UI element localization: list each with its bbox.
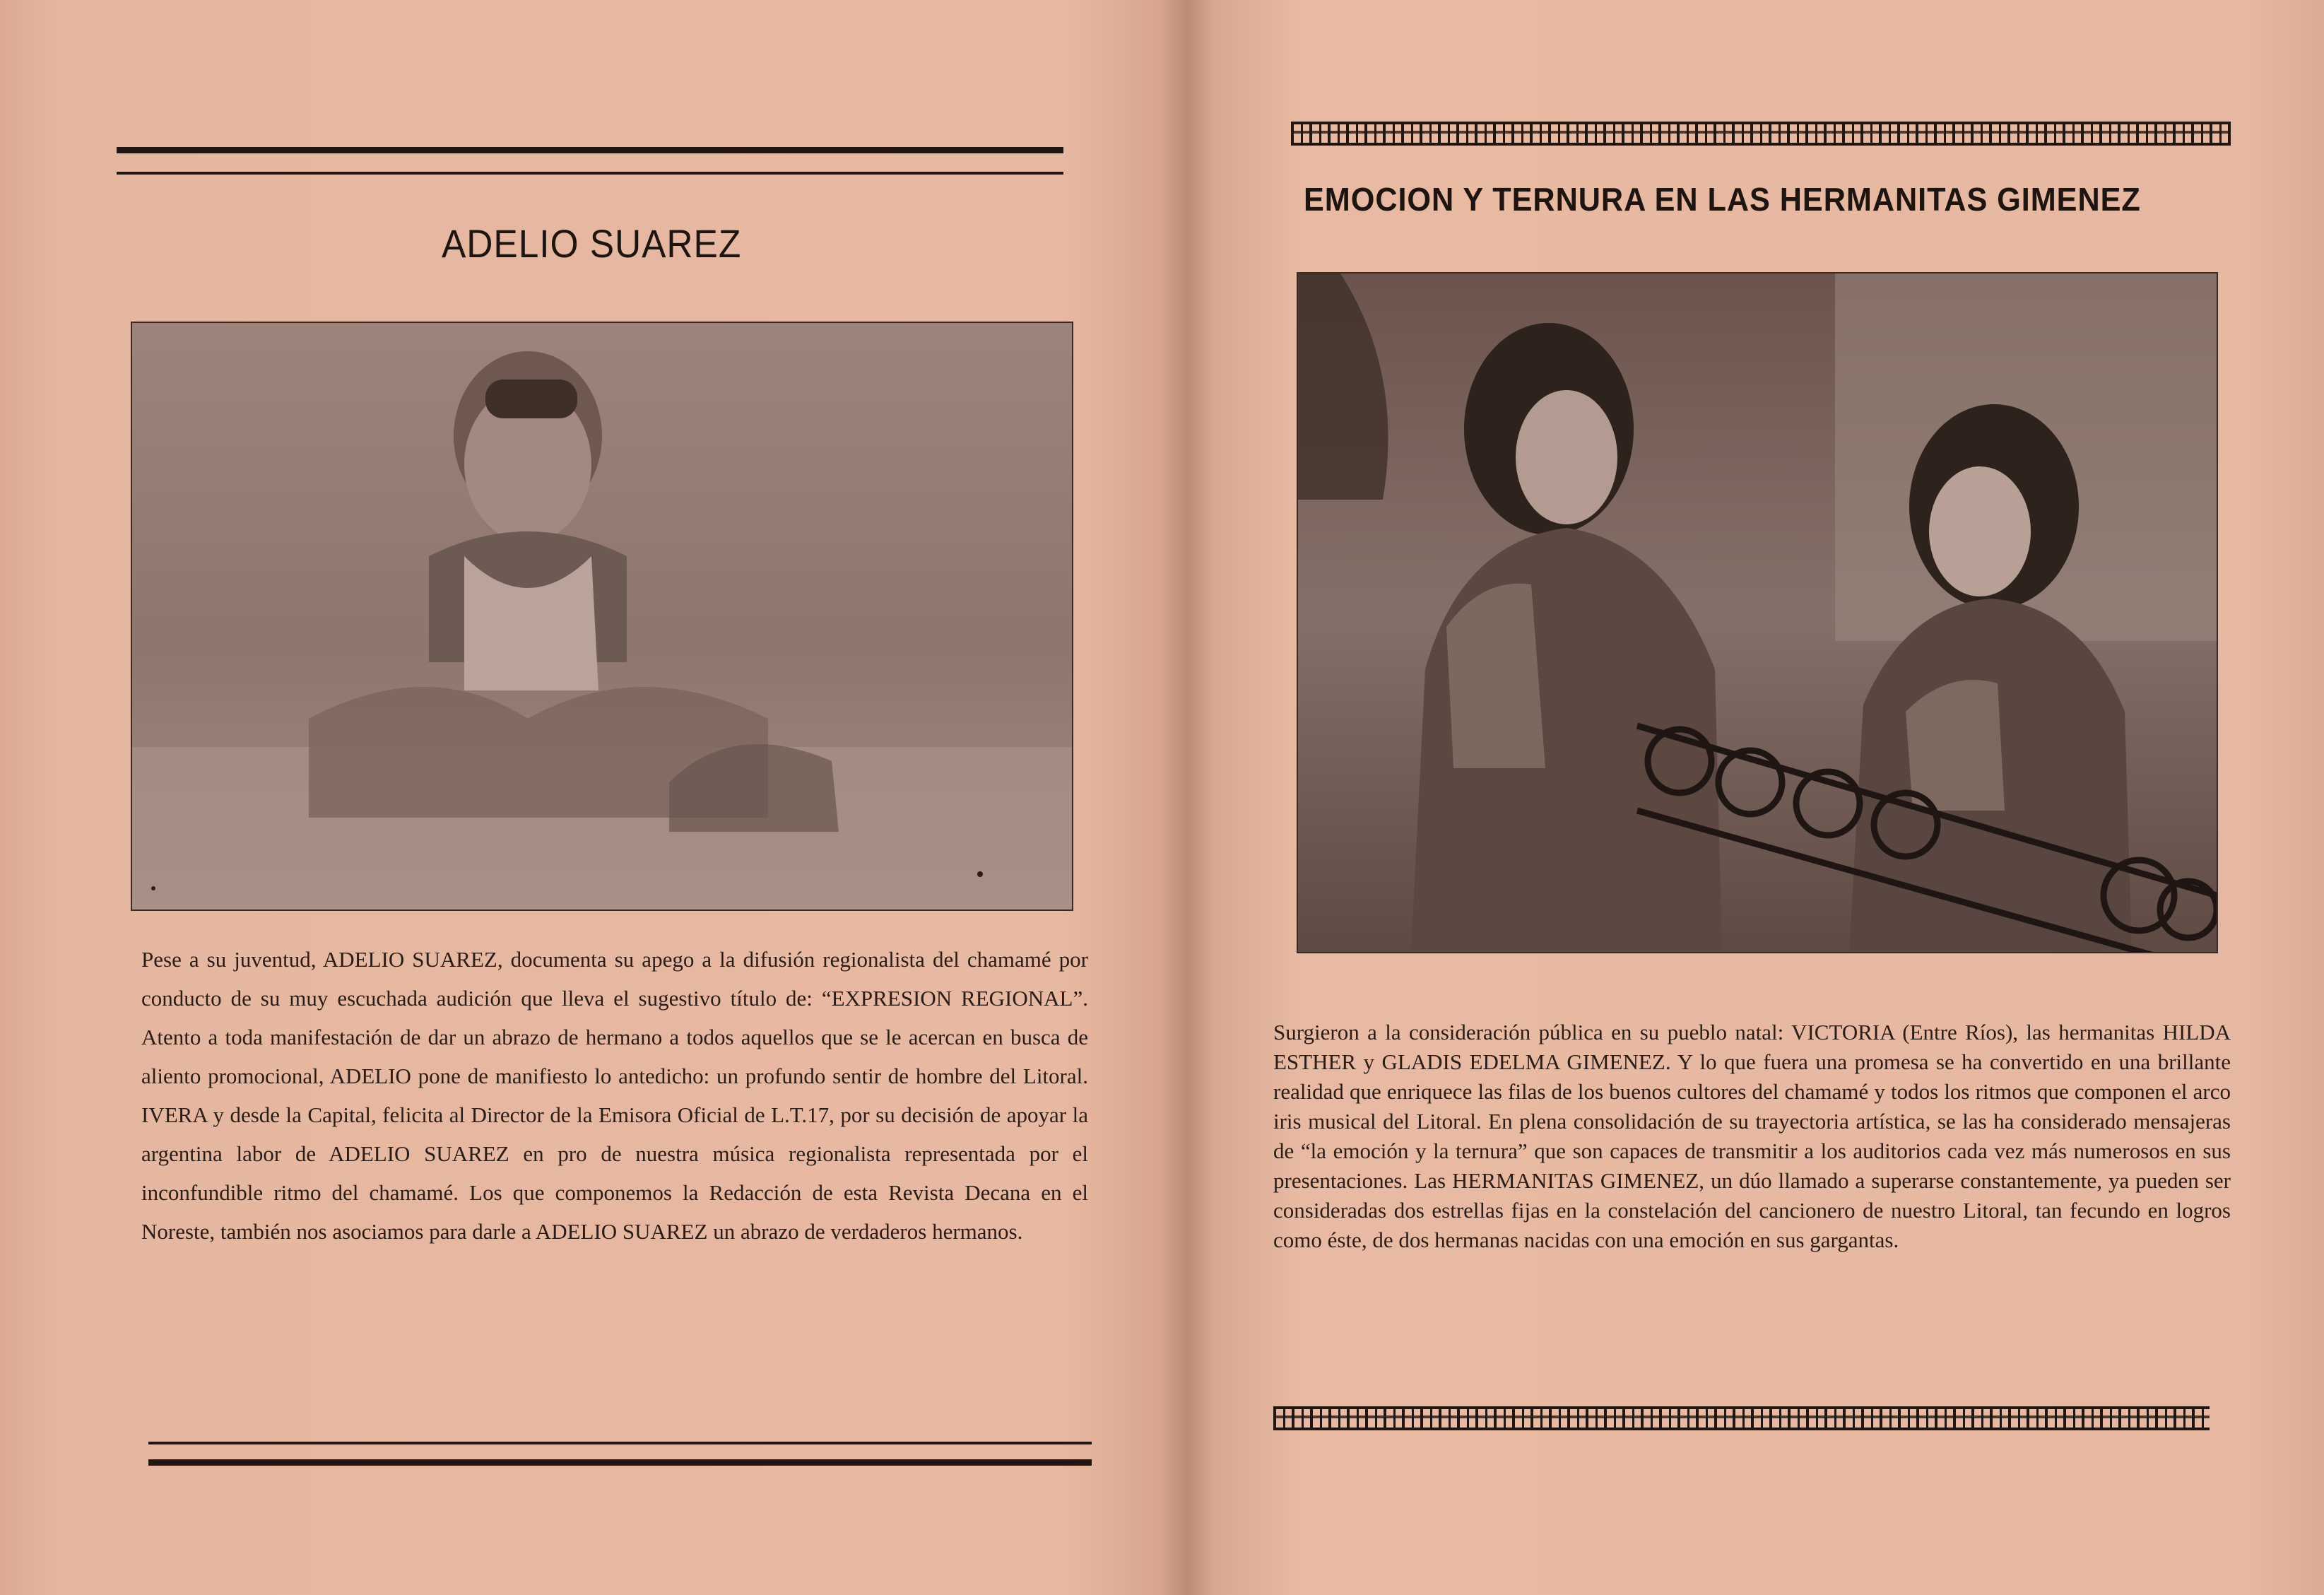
portrait-illustration: [132, 323, 1072, 910]
top-rule-thick: [117, 147, 1063, 153]
bottom-rule-thick: [148, 1459, 1092, 1466]
top-rule-thin: [117, 172, 1063, 175]
article-paragraph-right: Surgieron a la consideración pública en su pueblo natal: VICTORIA (Entre Ríos), las hermanitas HILDA ESTHER y GLADIS EDELMA GIMENEZ. Y lo que fuera una promesa se ha convertido en una brillante realidad que enriquece las filas de los buenos cultores del chamamé y todos los ritmos que componen el arco iris musical del Litoral. En plena consolidación de su trayectoria artística, se las ha considerado mensajeras de “la emoción y la ternura” que son capaces de transmitir a los auditorios cada vez más numerosos en sus presentaciones. Las HERMANITAS GIMENEZ, un dúo llamado a superarse constantemente, ya pueden ser consideradas dos estrellas fijas en la constelación del cancionero de nuestro Litoral, tan fecundo en logros como éste, de dos hermanas nacidas con una emoción en sus gargantas.: [1273, 1020, 2231, 1252]
greek-border-bottom: [1273, 1406, 2210, 1430]
right-page: [1187, 0, 2324, 1595]
photo-hermanitas-gimenez: [1297, 272, 2218, 953]
bottom-rule-thin: [148, 1442, 1092, 1444]
greek-border-top: [1291, 122, 2231, 146]
article-title-left: ADELIO SUAREZ: [442, 221, 742, 266]
article-paragraph-left: Pese a su juventud, ADELIO SUAREZ, documenta su apego a la difusión regionalista del chamamé por conducto de su muy escuchada audición que lleva el sugestivo título de: “EXPRESION REGIONAL”. Atento a toda manifestación de dar un abrazo de hermano a todos aquellos que se le acercan en busca de aliento promocional, ADELIO pone de manifiesto lo antedicho: un profundo sentir de hombre del Litoral. IVERA y desde la Capital, felicita al Director de la Emisora Oficial de L.T.17, por su decisión de apoyar la argentina labor de ADELIO SUAREZ en pro de nuestra música regionalista representada por el inconfundible ritmo del chamamé. Los que componemos la Redacción de esta Revista Decana en el Noreste, también nos asociamos para darle a ADELIO SUAREZ un abrazo de verdaderos hermanos.: [141, 947, 1088, 1244]
article-title-right: EMOCION Y TERNURA EN LAS HERMANITAS GIMENEZ: [1304, 181, 2141, 218]
duo-illustration: [1298, 273, 2217, 952]
portrait-photo-adelio: [131, 322, 1073, 911]
